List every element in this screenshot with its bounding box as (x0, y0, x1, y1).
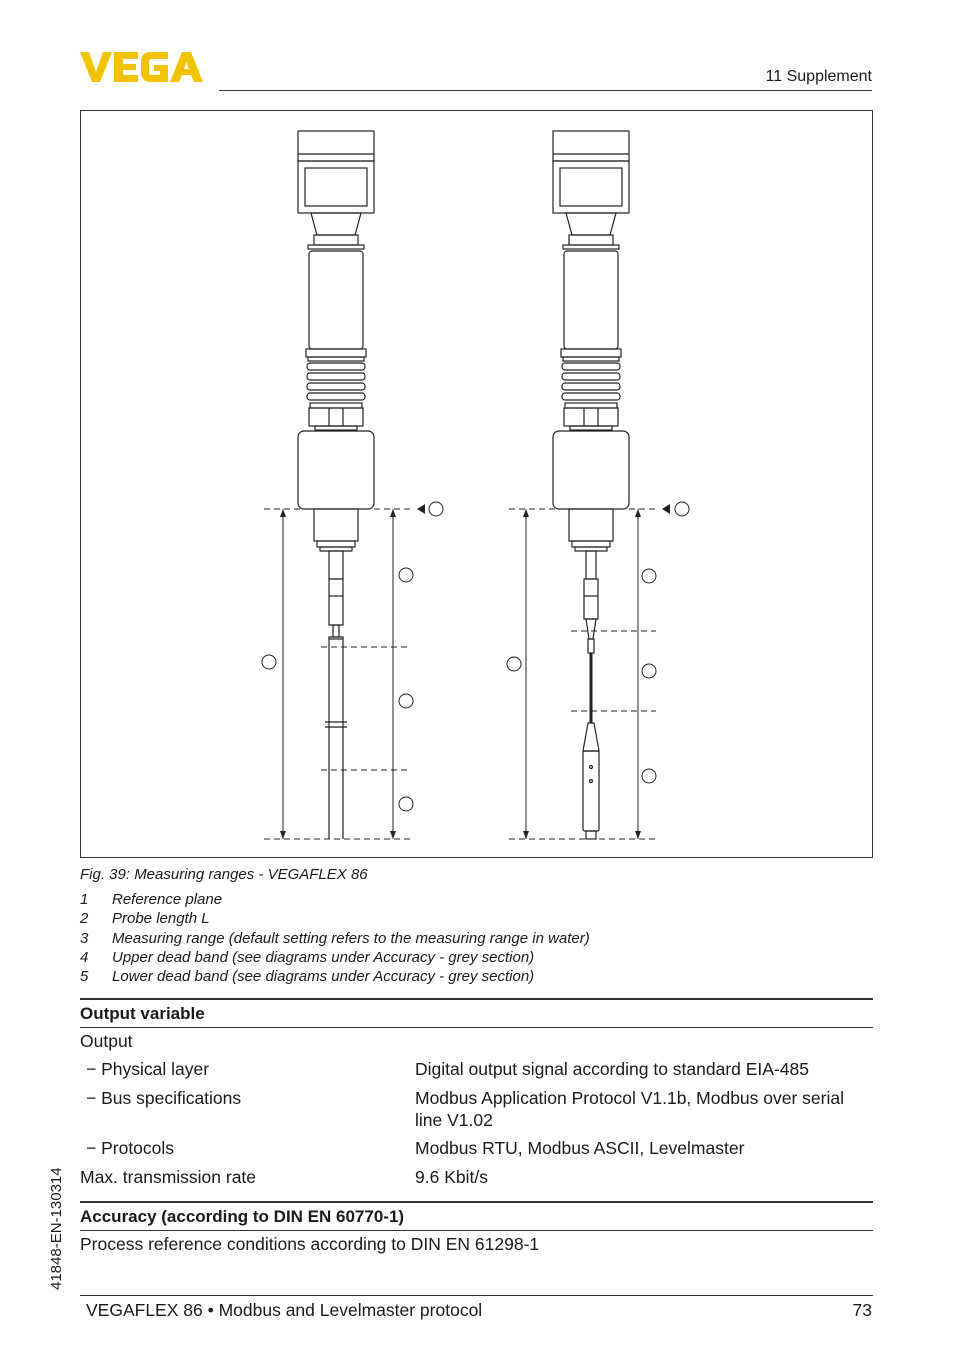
legend-item (80, 890, 780, 909)
figure-legend (80, 890, 780, 986)
page-number: 73 (852, 1300, 872, 1320)
spec-value: 9.6 Kbit/s (415, 1167, 488, 1187)
spec-label: Max. transmission rate (80, 1167, 257, 1187)
section-label: 11 Supplement (765, 68, 872, 85)
legend-text: Measuring range (default setting refers to the measuring range in water) (112, 929, 590, 947)
right-probe-dimensions (507, 502, 689, 839)
left-probe-dimensions (262, 502, 443, 839)
legend-item (80, 948, 780, 967)
footer-title: VEGAFLEX 86 • Modbus and Levelmaster protocol (86, 1300, 483, 1320)
legend-text: Upper dead band (see diagrams under Accuracy - grey section) (112, 948, 535, 966)
reference-arrows (280, 504, 670, 839)
right-probe-housing (553, 131, 629, 839)
legend-number: 3 (80, 929, 89, 947)
legend-text: Lower dead band (see diagrams under Accuracy - grey section) (112, 968, 535, 986)
figure-measuring-ranges (80, 110, 873, 858)
accuracy-description: Process reference conditions according to DIN EN 61298-1 (80, 1234, 540, 1254)
legend-text: Reference plane (112, 891, 223, 908)
header-divider (219, 90, 872, 91)
legend-item (80, 929, 780, 948)
probe-diagram (81, 111, 874, 859)
spec-label: Output (80, 1031, 133, 1051)
spec-value: Digital output signal according to standard EIA-485 (415, 1059, 809, 1079)
vega-logo (80, 50, 212, 89)
figure-caption: Fig. 39: Measuring ranges - VEGAFLEX 86 (80, 866, 368, 883)
accuracy-heading: Accuracy (according to DIN EN 60770-1) (80, 1201, 873, 1231)
legend-text: Probe length L (112, 910, 210, 928)
legend-number: 5 (80, 968, 89, 986)
spec-label: − Physical layer (86, 1059, 210, 1079)
spec-label: − Bus specifications (86, 1088, 242, 1108)
legend-number: 1 (80, 891, 89, 908)
legend-item (80, 967, 780, 986)
legend-number: 2 (80, 910, 89, 928)
spec-value: Modbus Application Protocol V1.1b, Modbus over serial line V1.02 (415, 1088, 844, 1130)
legend-number: 4 (80, 948, 89, 966)
footer-divider (80, 1295, 873, 1296)
output-variable-heading: Output variable (80, 998, 873, 1028)
left-probe-housing (298, 131, 374, 839)
spec-value: Modbus RTU, Modbus ASCII, Levelmaster (415, 1138, 745, 1158)
spec-label: − Protocols (86, 1138, 175, 1158)
legend-item (80, 909, 780, 928)
document-code: 41848-EN-130314 (48, 1167, 65, 1290)
